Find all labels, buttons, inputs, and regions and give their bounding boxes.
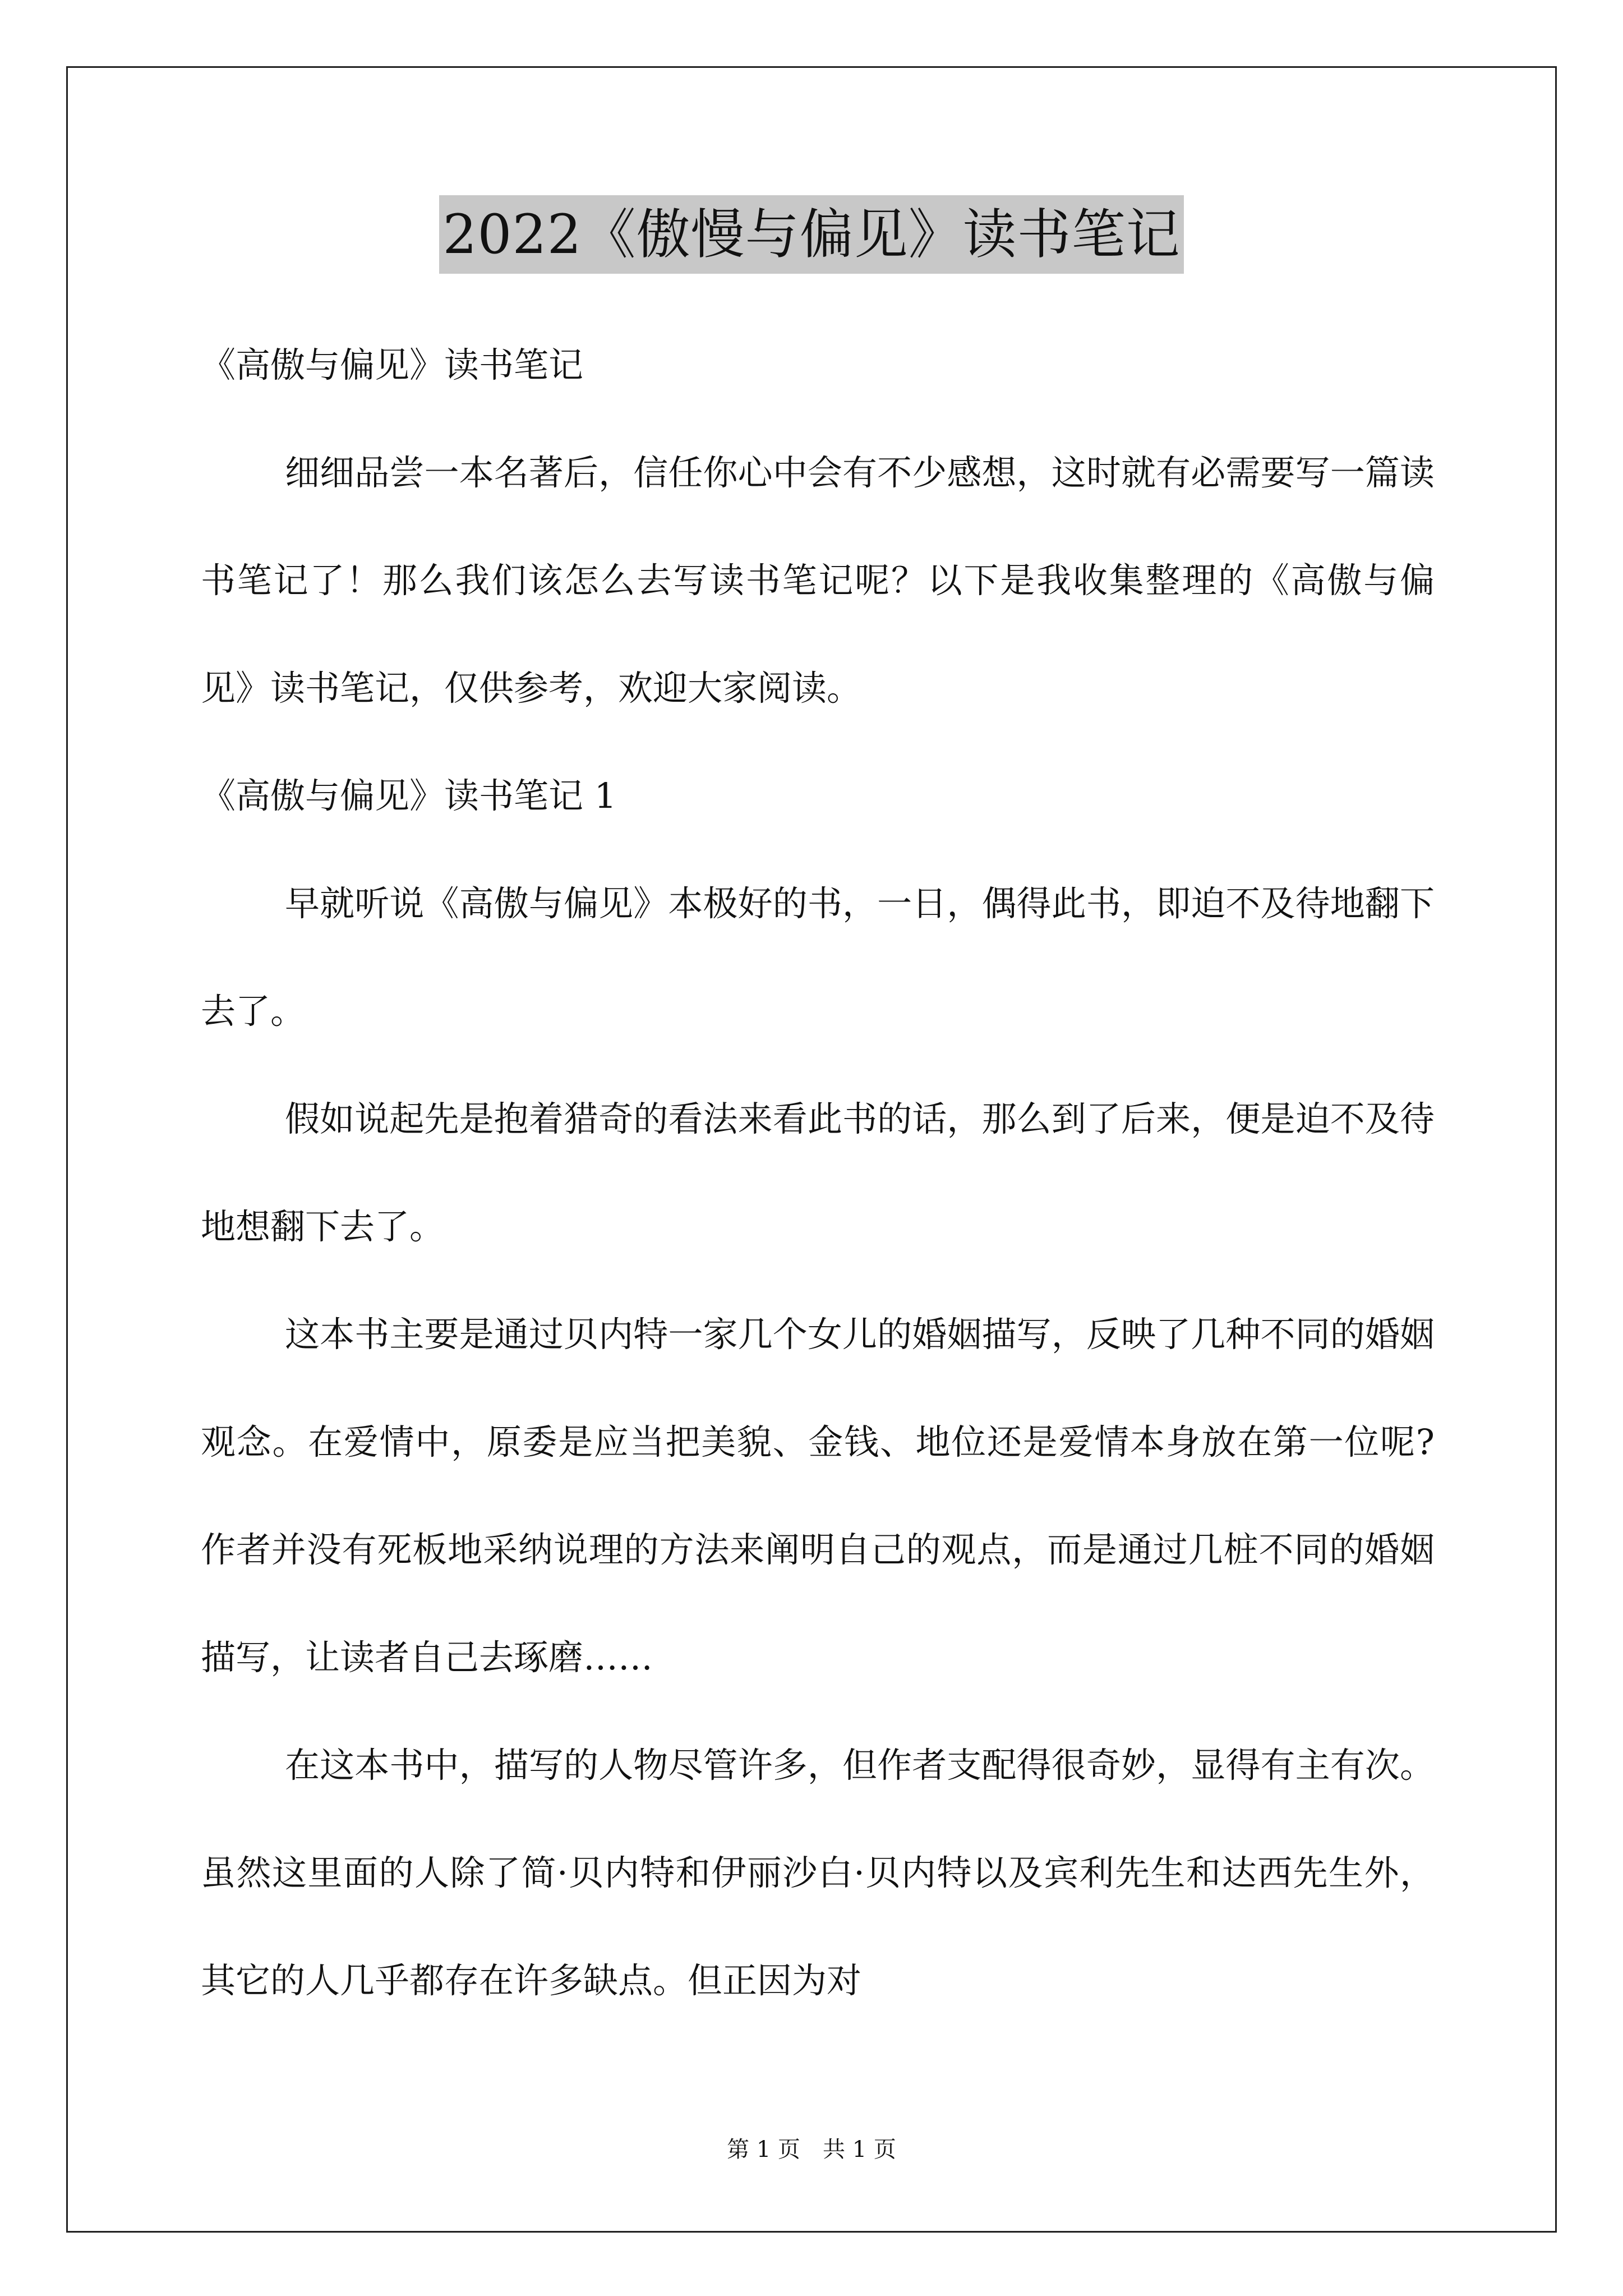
page-total: 共 1 页 [823,2137,896,2162]
paragraph-heading: 《高傲与偏见》读书笔记 [201,344,584,385]
paragraph: 假如说起先是抱着猎奇的看法来看此书的话，那么到了后来，便是迫不及待地想翻下去了。 [201,1098,1435,1247]
paragraph: 细细品尝一本名著后，信任你心中会有不少感想，这时就有必需要写一篇读书笔记了！那么我们该怎么去写读书笔记呢？以下是我收集整理的《高傲与偏见》读书笔记，仅供参考，欢迎大家阅读。 [201,452,1435,708]
paragraph: 在这本书中，描写的人物尽管许多，但作者支配得很奇妙，显得有主有次。虽然这里面的人除了简·贝内特和伊丽沙白·贝内特以及宾利先生和达西先生外，其它的人几乎都存在许多缺点。但正因为对 [201,1745,1435,2001]
paragraph: 早就听说《高傲与偏见》本极好的书，一日，偶得此书，即迫不及待地翻下去了。 [201,883,1435,1032]
document-body [201,311,1435,2035]
paragraph-heading: 《高傲与偏见》读书笔记 1 [201,775,617,816]
paragraph: 这本书主要是通过贝内特一家几个女儿的婚姻描写，反映了几种不同的婚姻观念。在爱情中，原委是应当把美貌、金钱、地位还是爱情本身放在第一位呢?作者并没有死板地采纳说理的方法来阐明自己的观点，而是通过几桩不同的婚姻描写，让读者自己去琢磨…… [201,1314,1435,1678]
page-footer [0,2133,1623,2166]
document-title-text: 2022《傲慢与偏见》读书笔记 [439,195,1183,274]
page-number: 第 1 页 [727,2137,800,2162]
document-title [0,195,1623,274]
